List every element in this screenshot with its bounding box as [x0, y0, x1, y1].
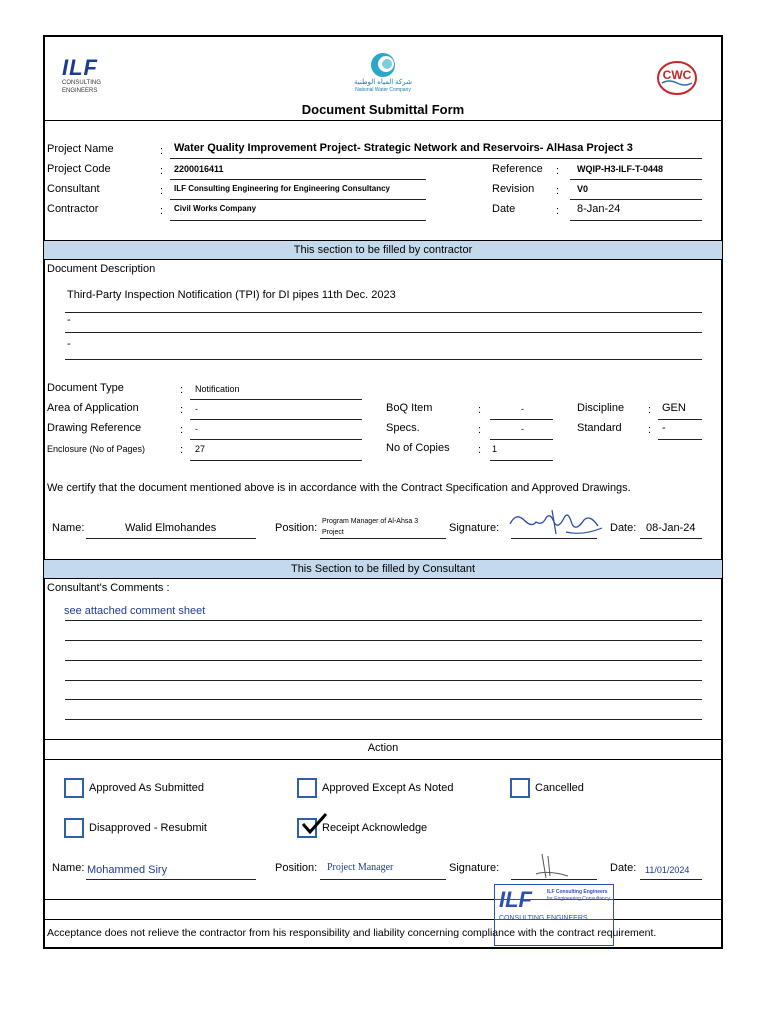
- underline: [170, 199, 426, 200]
- consultant-name-value: Mohammed Siry: [87, 864, 168, 876]
- ilf-logo-sub1: CONSULTING: [62, 80, 101, 86]
- copies-label: No of Copies: [386, 442, 450, 454]
- consultant-comment-line-1: see attached comment sheet: [64, 605, 206, 617]
- discipline-label: Discipline: [577, 402, 625, 414]
- underline: [490, 439, 553, 440]
- colon: :: [478, 444, 482, 456]
- underline: [511, 538, 597, 539]
- description-line-2: -: [67, 314, 71, 326]
- project-code-label: Project Code: [47, 163, 111, 175]
- action-title: Action: [367, 742, 399, 754]
- nwc-english-name: National Water Company: [355, 87, 411, 93]
- colon: :: [556, 165, 560, 177]
- underline: [65, 660, 702, 661]
- colon: :: [556, 185, 560, 197]
- divider: [44, 919, 722, 920]
- colon: :: [556, 205, 560, 217]
- underline: [190, 419, 362, 420]
- approved-except-as-noted-label: Approved Except As Noted: [322, 782, 454, 794]
- nwc-logo: [345, 52, 421, 96]
- document-type-value: Notification: [195, 384, 240, 394]
- consultant-signature-label: Signature:: [449, 862, 500, 874]
- contractor-position-value-1: Program Manager of Al-Ahsa 3: [322, 518, 419, 525]
- contractor-date-value: 08-Jan-24: [646, 522, 696, 534]
- underline: [65, 359, 702, 360]
- underline: [658, 419, 702, 420]
- colon: :: [160, 165, 164, 177]
- underline: [86, 538, 256, 539]
- discipline-value: GEN: [662, 402, 686, 414]
- colon: :: [180, 384, 184, 396]
- colon: :: [648, 404, 652, 416]
- enclosure-value: 27: [195, 444, 206, 454]
- underline: [65, 312, 702, 313]
- consultant-section-band: [44, 559, 722, 579]
- description-line-1: Third-Party Inspection Notification (TPI) for DI pipes 11th Dec. 2023: [67, 289, 396, 301]
- approved-as-submitted-label: Approved As Submitted: [89, 782, 204, 794]
- contractor-value: Civil Works Company: [174, 204, 257, 213]
- date-label: Date: [492, 203, 516, 215]
- standard-label: Standard: [577, 422, 622, 434]
- cancelled-label: Cancelled: [535, 782, 584, 794]
- consultant-section-title: This Section to be filled by Consultant: [290, 563, 476, 575]
- underline: [170, 220, 426, 221]
- approved-except-as-noted-checkbox[interactable]: [297, 778, 317, 798]
- consultant-position-value: Project Manager: [327, 862, 394, 873]
- cancelled-checkbox[interactable]: [510, 778, 530, 798]
- cwc-logo-text: CWC: [662, 68, 692, 82]
- revision-label: Revision: [492, 183, 535, 195]
- description-line-3: -: [67, 338, 71, 350]
- underline: [490, 460, 553, 461]
- standard-value: -: [662, 422, 666, 434]
- nwc-drop-icon: [369, 52, 397, 78]
- underline: [86, 879, 256, 880]
- disapproved-resubmit-label: Disapproved - Resubmit: [89, 822, 207, 834]
- underline: [190, 399, 362, 400]
- underline: [65, 640, 702, 641]
- specs-value: -: [521, 424, 524, 434]
- consultant-label: Consultant: [47, 183, 100, 195]
- ilf-logo: [62, 57, 112, 101]
- colon: :: [478, 424, 482, 436]
- underline: [320, 879, 446, 880]
- boq-item-value: -: [521, 404, 524, 414]
- consultant-comments-label: Consultant's Comments :: [47, 582, 170, 594]
- contractor-signature-image: [506, 506, 606, 540]
- drawing-reference-value: -: [195, 424, 198, 434]
- stamp-sub: CONSULTING ENGINEERS: [499, 915, 588, 922]
- consultant-date-label: Date:: [610, 862, 637, 874]
- contractor-signature-label: Signature:: [449, 522, 500, 534]
- project-name-label: Project Name: [47, 143, 114, 155]
- specs-label: Specs.: [386, 422, 420, 434]
- underline: [190, 460, 362, 461]
- cwc-logo: [657, 61, 697, 95]
- project-code-value: 2200016411: [174, 164, 224, 174]
- underline: [170, 158, 702, 159]
- drawing-reference-label: Drawing Reference: [47, 422, 142, 434]
- contractor-name-label: Name:: [52, 522, 85, 534]
- contractor-section-title: This section to be filled by contractor: [293, 244, 473, 256]
- footer-disclaimer: Acceptance does not relieve the contractor from his responsibility and liability concerning compliance with the contract requirement.: [47, 927, 657, 939]
- area-of-application-label: Area of Application: [47, 402, 139, 414]
- underline: [570, 220, 702, 221]
- reference-value: WQIP-H3-ILF-T-0448: [577, 164, 664, 174]
- colon: :: [160, 185, 164, 197]
- document-type-label: Document Type: [47, 382, 124, 394]
- revision-value: V0: [577, 184, 589, 194]
- colon: :: [160, 145, 164, 157]
- underline: [65, 699, 702, 700]
- nwc-arabic-name: شركة المياه الوطنية: [354, 79, 412, 86]
- underline: [490, 419, 553, 420]
- stamp-line-2: for Engineering Consultancy: [547, 896, 610, 902]
- underline: [65, 332, 702, 333]
- colon: :: [180, 444, 184, 456]
- consultant-name-label: Name:: [52, 862, 85, 874]
- ilf-logo-text: ILF: [62, 55, 98, 80]
- colon: :: [180, 404, 184, 416]
- contractor-label: Contractor: [47, 203, 99, 215]
- colon: :: [160, 205, 164, 217]
- divider: [44, 739, 722, 740]
- approved-as-submitted-checkbox[interactable]: [64, 778, 84, 798]
- underline: [65, 620, 702, 621]
- underline: [511, 879, 597, 880]
- underline: [570, 199, 702, 200]
- contractor-date-label: Date:: [610, 522, 637, 534]
- underline: [640, 538, 702, 539]
- stamp-logo: ILF: [499, 887, 532, 912]
- disapproved-resubmit-checkbox[interactable]: [64, 818, 84, 838]
- underline: [320, 538, 446, 539]
- contractor-name-value: Walid Elmohandes: [125, 522, 217, 534]
- project-name-value: Water Quality Improvement Project- Strategic Network and Reservoirs- AlHasa Project 3: [174, 142, 633, 154]
- consultant-date-value: 11/01/2024: [645, 865, 690, 875]
- date-value: 8-Jan-24: [577, 203, 621, 215]
- underline: [570, 179, 702, 180]
- divider: [44, 759, 722, 760]
- copies-value: 1: [492, 444, 498, 454]
- reference-label: Reference: [492, 163, 543, 175]
- consultant-signature-image: [528, 852, 578, 882]
- contractor-position-value-2: Project: [322, 529, 344, 536]
- underline: [640, 879, 702, 880]
- boq-item-label: BoQ Item: [386, 402, 433, 414]
- stamp-line-1: ILF Consulting Engineers: [547, 889, 608, 895]
- receipt-acknowledge-label: Receipt Acknowledge: [322, 822, 428, 834]
- consultant-value: ILF Consulting Engineering for Engineering Consultancy: [174, 184, 391, 193]
- form-title: Document Submittal Form: [301, 102, 465, 117]
- colon: :: [478, 404, 482, 416]
- contractor-section-band: [44, 240, 722, 260]
- enclosure-label: Enclosure (No of Pages): [47, 444, 146, 454]
- underline: [65, 719, 702, 720]
- area-of-application-value: -: [195, 404, 198, 414]
- underline: [65, 680, 702, 681]
- contractor-position-label: Position:: [275, 522, 318, 534]
- divider: [44, 899, 722, 900]
- consultant-position-label: Position:: [275, 862, 318, 874]
- underline: [658, 439, 702, 440]
- certification-text: We certify that the document mentioned above is in accordance with the Contract Specification and Approved Drawings.: [47, 482, 631, 494]
- underline: [190, 439, 362, 440]
- divider: [44, 120, 722, 121]
- underline: [170, 179, 426, 180]
- description-label: Document Description: [47, 263, 156, 275]
- colon: :: [180, 424, 184, 436]
- ilf-logo-sub2: ENGINEERS: [62, 88, 98, 94]
- colon: :: [648, 424, 652, 436]
